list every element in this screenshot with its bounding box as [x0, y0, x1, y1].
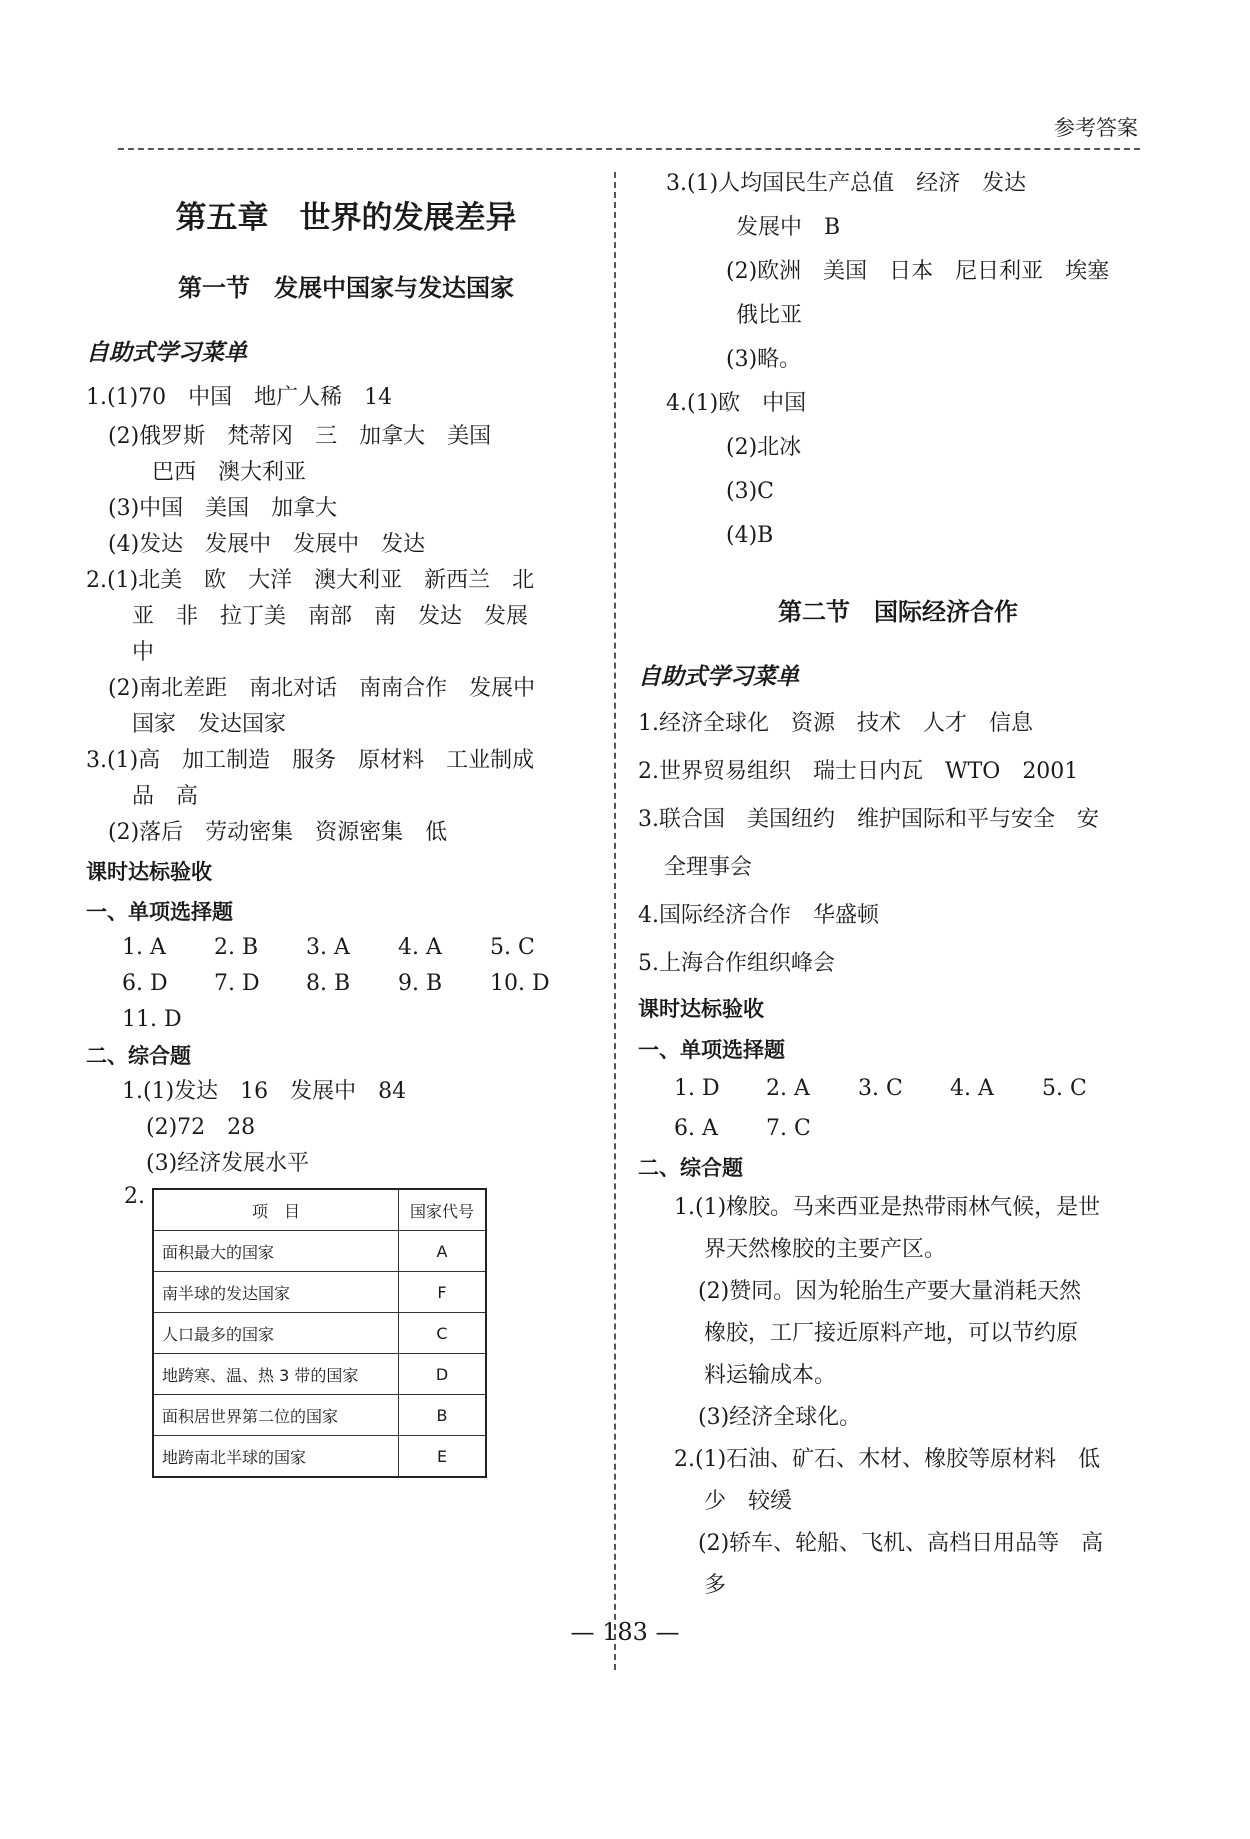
answer-line: 少 较缓	[704, 1489, 793, 1514]
header-rule	[118, 148, 1140, 150]
answer-line: (2)北冰	[726, 435, 802, 460]
mcq-answer: 10. D	[490, 971, 550, 996]
table-row	[153, 1272, 486, 1313]
answer-table	[152, 1188, 487, 1478]
answer-line: 发展中 B	[736, 215, 841, 240]
answer-line: (3)经济发展水平	[146, 1151, 310, 1176]
table-cell: 面积最大的国家	[153, 1231, 399, 1272]
answer-line: 2.世界贸易组织 瑞士日内瓦 WTO 2001	[638, 759, 1079, 784]
answer-line: 亚 非 拉丁美 南部 南 发达 发展	[132, 604, 529, 629]
answer-table-block	[86, 1182, 606, 1504]
table-cell: D	[399, 1354, 487, 1395]
comp-heading: 二、综合题	[638, 1156, 743, 1180]
table-row	[153, 1231, 486, 1272]
section-title: 第一节 发展中国家与发达国家	[178, 274, 514, 302]
answer-line: 中	[132, 640, 155, 665]
answer-line: 俄比亚	[736, 303, 803, 328]
mcq-answer: 4. A	[398, 935, 442, 960]
answer-line: 1.(1)70 中国 地广人稀 14	[86, 385, 393, 410]
mcq-answer: 3. A	[306, 935, 350, 960]
table-cell: 面积居世界第二位的国家	[153, 1395, 399, 1436]
table-cell: C	[399, 1313, 487, 1354]
mcq-row	[86, 1002, 606, 1038]
answer-line: (2)俄罗斯 梵蒂冈 三 加拿大 美国	[108, 424, 492, 449]
answer-line: (4)B	[726, 523, 774, 548]
mcq-answer: 1. D	[674, 1076, 720, 1101]
mcq-answer: 11. D	[122, 1007, 182, 1032]
mcq-heading: 一、单项选择题	[638, 1038, 785, 1062]
table-number: 2.	[124, 1184, 145, 1209]
answer-line: (3)经济全球化。	[698, 1405, 862, 1430]
table-row	[153, 1395, 486, 1436]
mcq-row	[638, 1109, 1158, 1149]
section-title: 第二节 国际经济合作	[778, 598, 1018, 626]
mcq-answer: 6. D	[122, 971, 168, 996]
answer-line: 国家 发达国家	[132, 712, 287, 737]
answer-line: 4.(1)欧 中国	[666, 391, 807, 416]
page-number: — 183 —	[570, 1618, 680, 1646]
mcq-row	[86, 966, 606, 1002]
answer-line: 1.经济全球化 资源 技术 人才 信息	[638, 711, 1033, 736]
answer-line: (2)落后 劳动密集 资源密集 低	[108, 820, 448, 845]
mcq-answer: 1. A	[122, 935, 166, 960]
header-title: 参考答案	[1054, 116, 1138, 140]
test-heading: 课时达标验收	[638, 997, 764, 1021]
answer-line: (3)中国 美国 加拿大	[108, 496, 338, 521]
answer-line: 5.上海合作组织峰会	[638, 951, 835, 976]
answer-line: 品 高	[132, 784, 199, 809]
mcq-answer: 8. B	[306, 971, 351, 996]
table-header: 项 目	[153, 1189, 399, 1231]
test-heading: 课时达标验收	[86, 860, 212, 884]
study-heading: 自助式学习菜单	[86, 339, 247, 366]
table-row	[153, 1354, 486, 1395]
answer-line: 4.国际经济合作 华盛顿	[638, 903, 879, 928]
answer-line: 3.(1)人均国民生产总值 经济 发达	[666, 171, 1027, 196]
mcq-answer: 6. A	[674, 1116, 718, 1141]
right-column	[638, 162, 1158, 1607]
answer-line: 全理事会	[664, 855, 753, 880]
answer-line: 1.(1)橡胶。马来西亚是热带雨林气候，是世	[674, 1195, 1101, 1220]
answer-line: 料运输成本。	[704, 1363, 837, 1388]
answer-line: (3)略。	[726, 347, 802, 372]
table-cell: 人口最多的国家	[153, 1313, 399, 1354]
answer-line: 界天然橡胶的主要产区。	[704, 1237, 947, 1262]
answer-line: 橡胶，工厂接近原料产地，可以节约原	[704, 1321, 1079, 1346]
answer-line: 巴西 澳大利亚	[152, 460, 307, 485]
table-header: 国家代号	[399, 1189, 487, 1231]
table-cell: E	[399, 1436, 487, 1478]
answer-line: (3)C	[726, 479, 774, 504]
answer-line: (2)欧洲 美国 日本 尼日利亚 埃塞	[726, 259, 1110, 284]
table-cell: F	[399, 1272, 487, 1313]
comp-heading: 二、综合题	[86, 1044, 191, 1068]
table-cell: B	[399, 1395, 487, 1436]
answer-line: 3.(1)高 加工制造 服务 原材料 工业制成	[86, 748, 535, 773]
column-divider	[614, 172, 616, 1670]
answer-line: (2)南北差距 南北对话 南南合作 发展中	[108, 676, 536, 701]
table-cell: A	[399, 1231, 487, 1272]
table-cell: 地跨寒、温、热 3 带的国家	[153, 1354, 399, 1395]
table-row	[153, 1313, 486, 1354]
table-header-row	[153, 1189, 486, 1231]
mcq-answer: 2. A	[766, 1076, 810, 1101]
answer-line: (4)发达 发展中 发展中 发达	[108, 532, 426, 557]
mcq-heading: 一、单项选择题	[86, 900, 233, 924]
answer-line: (2)赞同。因为轮胎生产要大量消耗天然	[698, 1279, 1082, 1304]
mcq-answer: 5. C	[1042, 1076, 1087, 1101]
table-cell: 地跨南北半球的国家	[153, 1436, 399, 1478]
answer-line: (2)72 28	[146, 1115, 256, 1140]
mcq-answer: 9. B	[398, 971, 443, 996]
answer-line: 2.(1)石油、矿石、木材、橡胶等原材料 低	[674, 1447, 1101, 1472]
mcq-answer: 5. C	[490, 935, 535, 960]
chapter-title: 第五章 世界的发展差异	[175, 200, 517, 236]
mcq-answer: 7. C	[766, 1116, 811, 1141]
mcq-answer: 4. A	[950, 1076, 994, 1101]
answer-line: (2)轿车、轮船、飞机、高档日用品等 高	[698, 1531, 1104, 1556]
mcq-row	[638, 1069, 1158, 1109]
mcq-row	[86, 930, 606, 966]
answer-line: 多	[704, 1573, 727, 1598]
answer-line: 1.(1)发达 16 发展中 84	[122, 1079, 407, 1104]
mcq-answer: 7. D	[214, 971, 260, 996]
study-heading: 自助式学习菜单	[638, 663, 799, 690]
table-row	[153, 1436, 486, 1478]
mcq-answer: 3. C	[858, 1076, 903, 1101]
answer-line: 3.联合国 美国纽约 维护国际和平与安全 安	[638, 807, 1099, 832]
left-column	[86, 160, 606, 1504]
mcq-answer: 2. B	[214, 935, 259, 960]
answer-line: 2.(1)北美 欧 大洋 澳大利亚 新西兰 北	[86, 568, 535, 593]
table-cell: 南半球的发达国家	[153, 1272, 399, 1313]
